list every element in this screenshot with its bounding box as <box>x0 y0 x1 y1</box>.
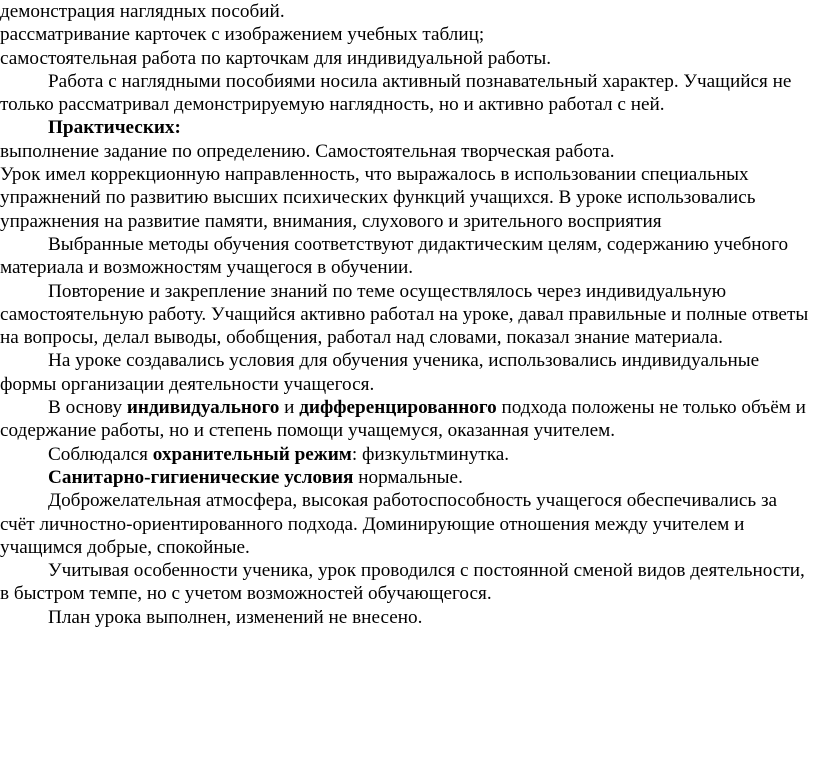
regime-text: : физкультминутка. <box>351 443 510 465</box>
paragraph-features: Учитывая особенности ученика, урок проводился с постоянной сменой видов деятельности, в быстром темпе, но с учетом возможностей обучающегося. <box>0 560 805 605</box>
paragraph-basis <box>0 396 812 443</box>
heading-practical <box>0 116 812 139</box>
paragraph-correction: Урок имел коррекционную направленность, что выражалось в использовании специальных упражнений по развитию высших психических функций учащихся. В уроке использовались упражнения на развитие памяти, внимания, слухового и зрительного восприятия <box>0 164 756 232</box>
sanitary-text: нормальные. <box>353 466 463 488</box>
basis-text: В основу <box>48 397 127 419</box>
paragraph-sanitary <box>0 466 812 489</box>
text-line: самостоятельная работа по карточкам для индивидуальной работы. <box>0 47 552 69</box>
paragraph-regime <box>0 443 812 466</box>
paragraph-visual-aids: Работа с наглядными пособиями носила активный познавательный характер. Учащийся не только рассматривал демонстрируемую наглядность, но и активно работал с ней. <box>0 70 792 116</box>
basis-bold-individual: индивидуального <box>126 397 280 419</box>
paragraph-methods: Выбранные методы обучения соответствуют дидактическим целям, содержанию учебного материала и возможностям учащегося в обучении. <box>0 233 789 279</box>
regime-text: Соблюдался <box>48 443 153 465</box>
text-line: выполнение задание по определению. Самостоятельная творческая работа. <box>0 140 615 162</box>
basis-text: подхода положены не только объём и содержание работы, но и степень помощи учащемуся, оказанная учителем. <box>0 397 806 442</box>
paragraph-repetition: Повторение и закрепление знаний по теме осуществлялось через индивидуальную самостоятельную работу. Учащийся активно работал на уроке, давал правильные и полные ответы на вопросы, делал выводы, обобщения, работал над словами, показал знание материала. <box>0 280 809 349</box>
basis-bold-differentiated: дифференцированного <box>299 397 497 419</box>
text-line: рассматривание карточек с изображением учебных таблиц; <box>0 24 485 46</box>
basis-text: и <box>279 397 300 419</box>
paragraph-atmosphere: Доброжелательная атмосфера, высокая работоспособность учащегося обеспечивались за счёт личностно-ориентированного подхода. Доминирующие отношения между учителем и учащимся добрые, спокойные. <box>0 490 778 558</box>
paragraph-conditions: На уроке создавались условия для обучения ученика, использовались индивидуальные формы организации деятельности учащегося. <box>0 350 760 395</box>
regime-bold: охранительный режим <box>152 443 352 465</box>
paragraph-plan: План урока выполнен, изменений не внесено. <box>48 606 423 628</box>
text-line: демонстрация наглядных пособий. <box>0 1 285 22</box>
heading-practical-text: Практических: <box>48 117 181 139</box>
sanitary-bold: Санитарно-гигиенические условия <box>48 466 354 488</box>
